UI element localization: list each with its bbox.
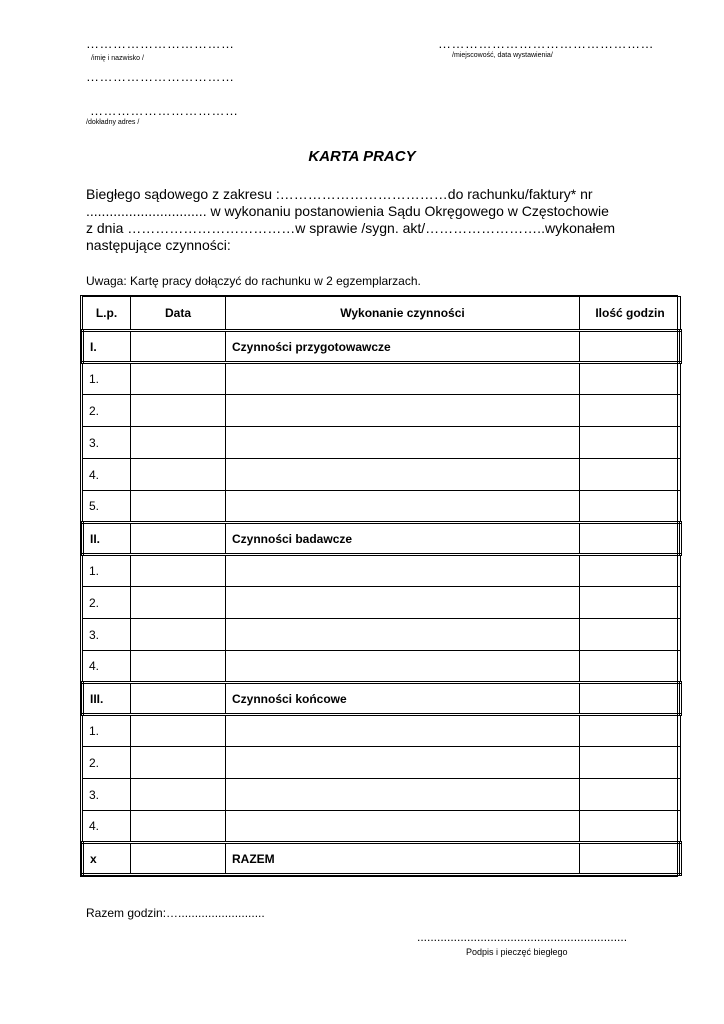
row-number: 3.	[83, 427, 131, 459]
activity-cell	[226, 491, 580, 523]
activity-cell	[226, 363, 580, 395]
activity-cell	[226, 459, 580, 491]
hours-cell	[580, 491, 681, 523]
table-row	[83, 651, 681, 683]
activity-cell	[226, 555, 580, 587]
row-number: 2.	[83, 395, 131, 427]
hours-cell	[580, 523, 681, 555]
date-cell	[131, 491, 226, 523]
name-dots: ……………………………	[86, 36, 235, 51]
date-cell	[131, 363, 226, 395]
header-lp: L.p.	[83, 297, 131, 331]
total-label: RAZEM	[226, 843, 580, 875]
activity-cell	[226, 619, 580, 651]
activity-cell	[226, 811, 580, 843]
note-text: Uwaga: Kartę pracy dołączyć do rachunku w 2 egzemplarzach.	[86, 274, 421, 288]
row-number: 3.	[83, 619, 131, 651]
section-number: II.	[83, 523, 131, 555]
date-cell	[131, 715, 226, 747]
row-number: 1.	[83, 363, 131, 395]
section-title: Czynności badawcze	[226, 523, 580, 555]
hours-cell	[580, 715, 681, 747]
activity-cell	[226, 587, 580, 619]
hours-cell	[580, 459, 681, 491]
intro-paragraph	[86, 186, 615, 254]
signature-dots: ...............................................................	[417, 930, 628, 944]
table-row	[83, 747, 681, 779]
total-row	[83, 843, 681, 875]
hours-cell	[580, 395, 681, 427]
table-row	[83, 363, 681, 395]
row-number: 3.	[83, 779, 131, 811]
hours-cell	[580, 427, 681, 459]
hours-cell	[580, 331, 681, 363]
activity-cell	[226, 715, 580, 747]
date-cell	[131, 587, 226, 619]
date-cell	[131, 683, 226, 715]
table-row	[83, 715, 681, 747]
hours-cell	[580, 811, 681, 843]
hours-cell	[580, 651, 681, 683]
activity-cell	[226, 395, 580, 427]
total-marker: x	[83, 843, 131, 875]
row-number: 1.	[83, 555, 131, 587]
intro-line-1: Biegłego sądowego z zakresu :………………………………do rachunku/faktury* nr	[86, 186, 593, 202]
row-number: 4.	[83, 651, 131, 683]
place-date-dots: …………………………………………	[438, 36, 654, 51]
address-label: /dokładny adres /	[86, 119, 140, 126]
address-dots: ……………………………	[90, 103, 239, 118]
hours-cell	[580, 747, 681, 779]
date-cell	[131, 427, 226, 459]
section-number: III.	[83, 683, 131, 715]
section-title: Czynności przygotowawcze	[226, 331, 580, 363]
date-cell	[131, 459, 226, 491]
intro-line-3: z dnia ………………………………w sprawie /sygn. akt/……………………..wykonałem	[86, 220, 615, 236]
date-cell	[131, 811, 226, 843]
header-date: Data	[131, 297, 226, 331]
row-number: 4.	[83, 459, 131, 491]
table-row	[83, 811, 681, 843]
section-row	[83, 331, 681, 363]
hours-cell	[580, 555, 681, 587]
table-row	[83, 555, 681, 587]
total-hours: Razem godzin:…..........................	[86, 906, 265, 920]
table-header-row	[83, 297, 681, 331]
table-row	[83, 779, 681, 811]
row-number: 2.	[83, 747, 131, 779]
section-title: Czynności końcowe	[226, 683, 580, 715]
table-row	[83, 587, 681, 619]
row-number: 2.	[83, 587, 131, 619]
date-cell	[131, 747, 226, 779]
date-cell	[131, 779, 226, 811]
table-row	[83, 491, 681, 523]
section-row	[83, 683, 681, 715]
table-row	[83, 427, 681, 459]
signature-label: Podpis i pieczęć biegłego	[466, 947, 568, 957]
work-table	[80, 295, 678, 877]
header-activity: Wykonanie czynności	[226, 297, 580, 331]
activity-cell	[226, 779, 580, 811]
hours-cell	[580, 683, 681, 715]
header-hours: Ilość godzin	[580, 297, 681, 331]
row-number: 1.	[83, 715, 131, 747]
table-row	[83, 395, 681, 427]
table-row	[83, 619, 681, 651]
intro-line-4: następujące czynności:	[86, 237, 231, 253]
date-cell	[131, 619, 226, 651]
activity-cell	[226, 651, 580, 683]
row-number: 5.	[83, 491, 131, 523]
date-cell	[131, 555, 226, 587]
hours-cell	[580, 779, 681, 811]
date-cell	[131, 331, 226, 363]
hours-cell	[580, 587, 681, 619]
activity-cell	[226, 427, 580, 459]
place-date-label: /miejscowość, data wystawienia/	[452, 52, 553, 59]
name-label: /imię i nazwisko /	[91, 55, 144, 62]
table-row	[83, 459, 681, 491]
date-cell	[131, 651, 226, 683]
extra-line-dots: ……………………………	[86, 69, 235, 84]
page-title: KARTA PRACY	[308, 148, 416, 165]
hours-cell	[580, 619, 681, 651]
date-cell	[131, 843, 226, 875]
hours-cell	[580, 363, 681, 395]
activity-cell	[226, 747, 580, 779]
section-row	[83, 523, 681, 555]
row-number: 4.	[83, 811, 131, 843]
hours-cell	[580, 843, 681, 875]
section-number: I.	[83, 331, 131, 363]
date-cell	[131, 395, 226, 427]
intro-line-2: ............................... w wykonaniu postanowienia Sądu Okręgowego w Częstochowie	[86, 203, 609, 219]
date-cell	[131, 523, 226, 555]
